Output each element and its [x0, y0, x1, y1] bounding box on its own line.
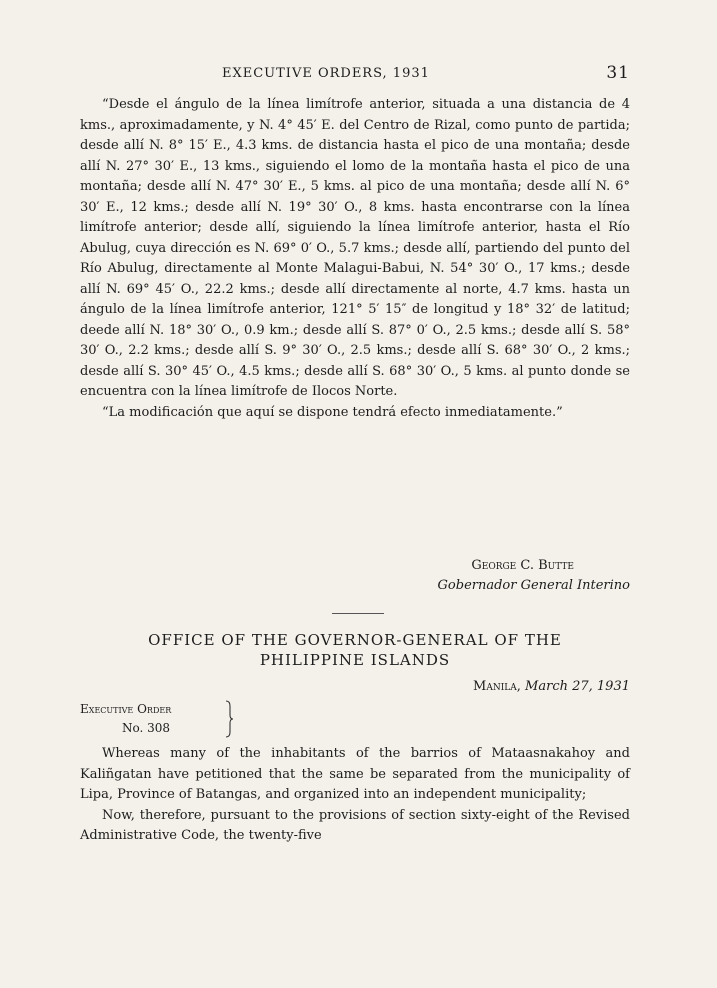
section-divider — [332, 613, 384, 614]
office-heading — [80, 630, 630, 670]
office-heading-line1: OFFICE OF THE GOVERNOR-GENERAL OF THE — [148, 631, 562, 649]
signatory-role: Gobernador General Interino — [437, 578, 630, 593]
spanish-boundary-text — [80, 95, 630, 423]
running-title: EXECUTIVE ORDERS, 1931 — [222, 66, 430, 81]
signature-block — [80, 556, 630, 596]
executive-order-label — [80, 700, 171, 738]
quoted-boundary-paragraph: “Desde el ángulo de la línea limítrofe anterior, situada a una distancia de 4 kms., aproximadamente, y N. 4° 45′ E. del Centro de Rizal, como punto de partida; desde allí N. 8° 15′ E., 4.3 kms. de distancia hasta el pico de una montaña; desde allí N. 27° 30′ E., 13 kms., siguiendo el lomo de la montaña hasta el pico de una montaña; desde allí N. 47° 30′ E., 5 kms. al pico de una montaña; desde allí N. 6° 30′ E., 12 kms.; desde allí N. 19° 30′ O., 8 kms. hasta encontrarse con la línea limítrofe anterior; desde allí, siguiendo la línea limítrofe anterior, hasta el Río Abulug, cuya dirección es N. 69° 0′ O., 5.7 kms.; desde allí, partiendo del punto del Río Abulug, directamente al Monte Malagui-Babui, N. 54° 30′ O., 17 kms.; desde allí N. 69° 45′ O., 22.2 kms.; desde allí directamente al norte, 4.7 kms. hasta un ángulo de la línea limítrofe anterior, 121° 5′ 15″ de longitud y 18° 32′ de latitud; deede allí N. 18° 30′ O., 0.9 km.; desde allí S. 87° 0′ O., 2.5 kms.; desde allí S. 58° 30′ O., 2.2 kms.; desde allí S. 9° 30′ O., 2.5 kms.; desde allí S. 68° 30′ O., 2 kms.; desde allí S. 30° 45′ O., 4.5 kms.; desde allí S. 68° 30′ O., 5 kms. al punto donde se encuentra con la línea limítrofe de Ilocos Norte. — [80, 97, 630, 399]
signatory-name: George C. Butte — [471, 558, 574, 573]
page-number: 31 — [606, 63, 630, 83]
order-body — [80, 744, 630, 847]
order-label: Executive Order — [80, 702, 172, 716]
order-number: No. 308 — [122, 721, 171, 735]
now-therefore-paragraph: Now, therefore, pursuant to the provisions of section sixty-eight of the Revised Administrative Code, the twenty-five — [80, 807, 630, 843]
effect-paragraph: “La modificación que aquí se dispone tendrá efecto inmediatamente.” — [102, 404, 563, 420]
dateline-city: Manila, — [473, 679, 521, 694]
dateline-date: March 27, 1931 — [525, 679, 630, 694]
dateline — [80, 679, 630, 694]
whereas-paragraph: Whereas many of the inhabitants of the barrios of Mataasnakahoy and Kaliñgatan have petitioned that the same be separated from the municipality of Lipa, Province of Batangas, and organized into an independent municipality; — [80, 746, 630, 802]
curly-brace-icon — [224, 700, 234, 738]
office-heading-line2: PHILIPPINE ISLANDS — [259, 651, 451, 669]
